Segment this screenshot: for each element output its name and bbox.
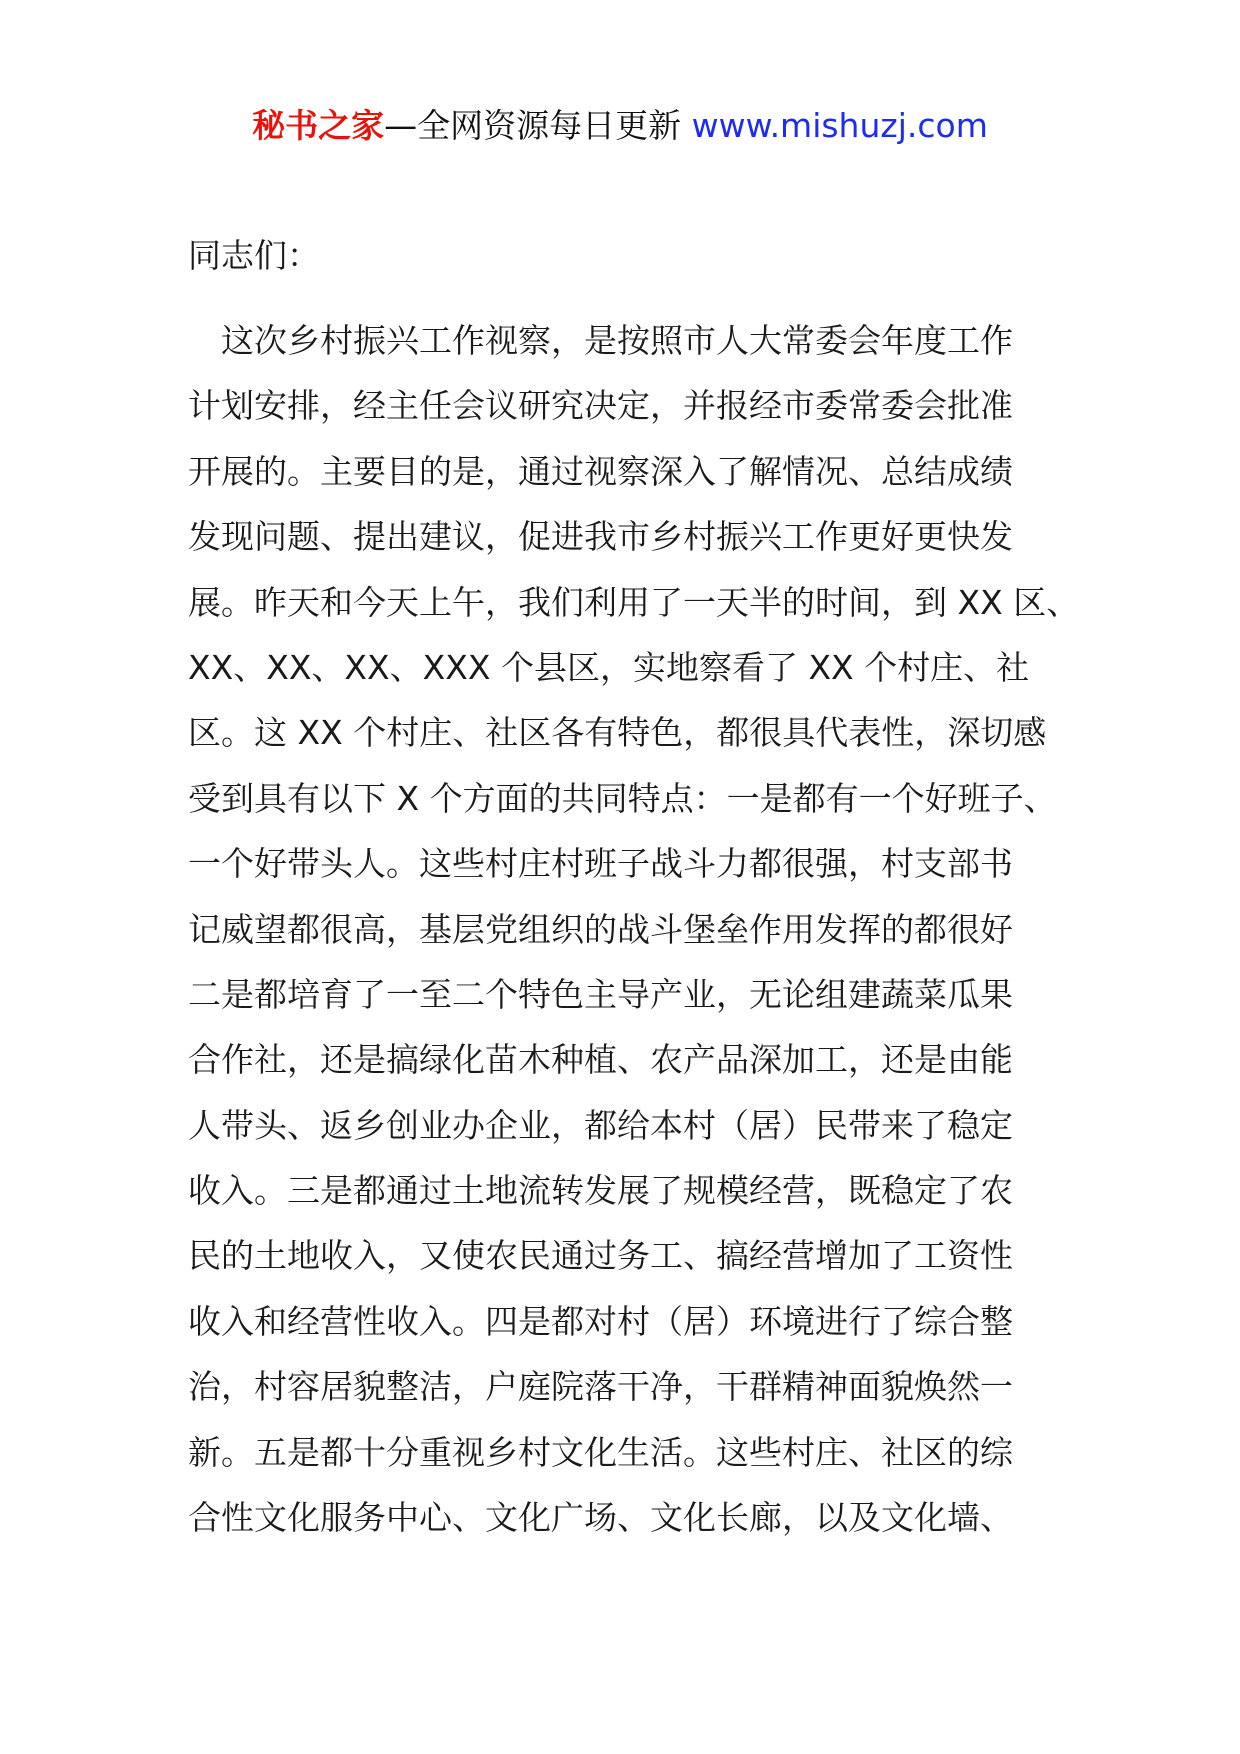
body-line: 新。五是都十分重视乡村文化生活。这些村庄、社区的综	[188, 1432, 1013, 1472]
body-line: 记威望都很高，基层党组织的战斗堡垒作用发挥的都很好	[188, 909, 1013, 949]
body-line: 收入和经营性收入。四是都对村（居）环境进行了综合整	[188, 1301, 1013, 1341]
body-line: 计划安排，经主任会议研究决定，并报经市委常委会批准	[188, 386, 1013, 426]
body-line: 合作社，还是搞绿化苗木种植、农产品深加工，还是由能	[188, 1040, 1013, 1080]
body-line: 合性文化服务中心、文化广场、文化长廊，以及文化墙、	[188, 1498, 1013, 1538]
body-line: 一个好带头人。这些村庄村班子战斗力都很强，村支部书	[188, 844, 1013, 884]
body-line: XX、XX、XX、XXX 个县区，实地察看了 XX 个村庄、社	[188, 647, 1030, 687]
body-line: 收入。三是都通过土地流转发展了规模经营，既稳定了农	[188, 1171, 1013, 1211]
body-line: 民的土地收入，又使农民通过务工、搞经营增加了工资性	[188, 1236, 1013, 1276]
header-brand: 秘书之家	[252, 106, 385, 145]
body-paragraph	[188, 308, 1080, 1550]
body-line: 受到具有以下 X 个方面的共同特点：一是都有一个好班子、	[188, 778, 1057, 818]
body-line: 发现问题、提出建议，促进我市乡村振兴工作更好更快发	[188, 517, 1013, 557]
body-line: 人带头、返乡创业办企业，都给本村（居）民带来了稳定	[188, 1105, 1013, 1145]
body-line: 区。这 XX 个村庄、社区各有特色，都很具代表性，深切感	[188, 713, 1047, 753]
body-line: 展。昨天和今天上午，我们利用了一天半的时间，到 XX 区、	[188, 582, 1080, 622]
body-line: 开展的。主要目的是，通过视察深入了解情况、总结成绩	[188, 451, 1013, 491]
body-line: 治，村容居貌整洁，户庭院落干净，干群精神面貌焕然一	[188, 1367, 1013, 1407]
body-line: 二是都培育了一至二个特色主导产业，无论组建蔬菜瓜果	[188, 974, 1013, 1014]
header-slogan: —全网资源每日更新	[384, 106, 682, 145]
page-header	[0, 98, 1240, 154]
body-line: 这次乡村振兴工作视察，是按照市人大常委会年度工作	[188, 321, 1013, 360]
header-url-link[interactable]: www.mishuzj.com	[691, 106, 988, 145]
salutation: 同志们：	[188, 236, 320, 275]
